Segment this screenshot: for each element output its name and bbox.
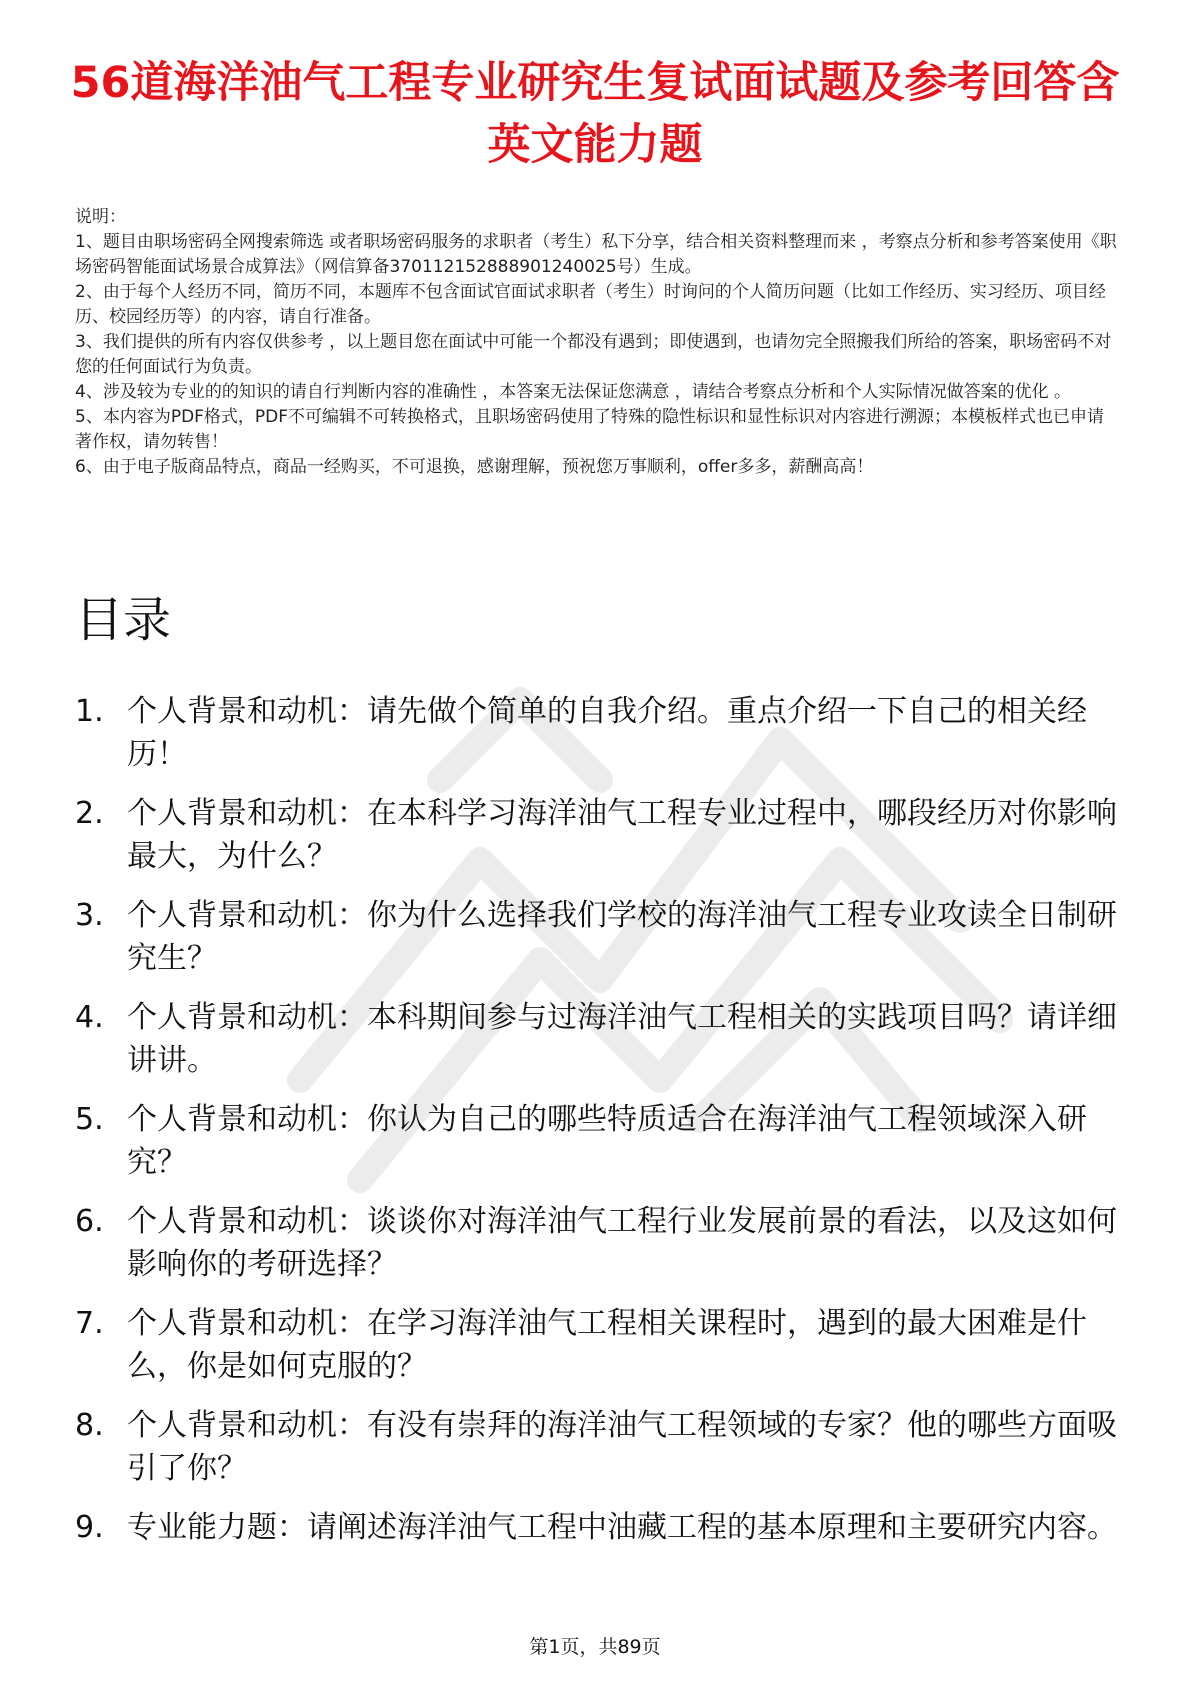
toc-item-number: 5. <box>75 1102 104 1137</box>
toc-heading: 目录 <box>75 592 172 648</box>
toc-item[interactable] <box>75 792 1120 878</box>
toc-item-number: 1. <box>75 694 104 729</box>
notes-heading: 说明： <box>75 207 126 227</box>
document-title: 56道海洋油气工程专业研究生复试面试题及参考回答含英文能力题 <box>70 58 1120 170</box>
disclaimer-notes <box>75 205 1120 480</box>
toc-item-text: 个人背景和动机：谈谈你对海洋油气工程行业发展前景的看法，以及这如何影响你的考研选择？ <box>127 1204 1117 1282</box>
page-number-footer: 第1页，共89页 <box>529 1636 661 1658</box>
toc-item[interactable] <box>75 894 1120 980</box>
toc-item-number: 6. <box>75 1204 104 1239</box>
note-item: 5、本内容为PDF格式，PDF不可编辑不可转换格式，且职场密码使用了特殊的隐性标识和显性标识对内容进行溯源；本模板样式也已申请著作权，请勿转售！ <box>75 407 1105 452</box>
toc-item-text: 个人背景和动机：有没有崇拜的海洋油气工程领域的专家？他的哪些方面吸引了你？ <box>127 1408 1117 1486</box>
toc-item[interactable] <box>75 1200 1120 1286</box>
toc-item-text: 个人背景和动机：在本科学习海洋油气工程专业过程中，哪段经历对你影响最大，为什么？ <box>127 796 1117 874</box>
toc-item-number: 2. <box>75 796 104 831</box>
toc-item-text: 个人背景和动机：你为什么选择我们学校的海洋油气工程专业攻读全日制研究生？ <box>127 898 1117 976</box>
toc-item-text: 个人背景和动机：本科期间参与过海洋油气工程相关的实践项目吗？请详细讲讲。 <box>127 1000 1117 1078</box>
toc-item[interactable] <box>75 1098 1120 1184</box>
note-item: 2、由于每个人经历不同，简历不同，本题库不包含面试官面试求职者（考生）时询问的个人简历问题（比如工作经历、实习经历、项目经历、校园经历等）的内容，请自行准备。 <box>75 282 1106 327</box>
toc-item-number: 4. <box>75 1000 104 1035</box>
toc-item-number: 8. <box>75 1408 104 1443</box>
toc-item-text: 个人背景和动机：你认为自己的哪些特质适合在海洋油气工程领域深入研究？ <box>127 1102 1087 1180</box>
toc-item-number: 9. <box>75 1510 104 1545</box>
toc-item-text: 个人背景和动机：请先做个简单的自我介绍。重点介绍一下自己的相关经历！ <box>127 694 1087 772</box>
toc-item-number: 7. <box>75 1306 104 1341</box>
toc-item[interactable] <box>75 690 1120 776</box>
note-item: 3、我们提供的所有内容仅供参考 ，以上题目您在面试中可能一个都没有遇到；即使遇到，也请勿完全照搬我们所给的答案，职场密码不对您的任何面试行为负责。 <box>75 332 1112 377</box>
note-item: 1、题目由职场密码全网搜索筛选 或者职场密码服务的求职者（考生）私下分享，结合相关资料整理而来 ，考察点分析和参考答案使用《职场密码智能面试场景合成算法》（网信算备370112152888901240025号）生成。 <box>75 232 1117 277</box>
toc-item-text: 个人背景和动机：在学习海洋油气工程相关课程时，遇到的最大困难是什么，你是如何克服的？ <box>127 1306 1087 1384</box>
toc-item-text: 专业能力题：请阐述海洋油气工程中油藏工程的基本原理和主要研究内容。 <box>127 1510 1117 1545</box>
toc-item[interactable] <box>75 1302 1120 1388</box>
note-item: 4、涉及较为专业的的知识的请自行判断内容的准确性 ，本答案无法保证您满意 ，请结合考察点分析和个人实际情况做答案的优化 。 <box>75 382 1072 402</box>
table-of-contents <box>75 690 1120 1565</box>
note-item: 6、由于电子版商品特点，商品一经购买，不可退换，感谢理解，预祝您万事顺利，offer多多，薪酬高高！ <box>75 457 874 477</box>
toc-item-number: 3. <box>75 898 104 933</box>
toc-item[interactable] <box>75 1404 1120 1490</box>
toc-item[interactable] <box>75 1506 1120 1549</box>
toc-item[interactable] <box>75 996 1120 1082</box>
